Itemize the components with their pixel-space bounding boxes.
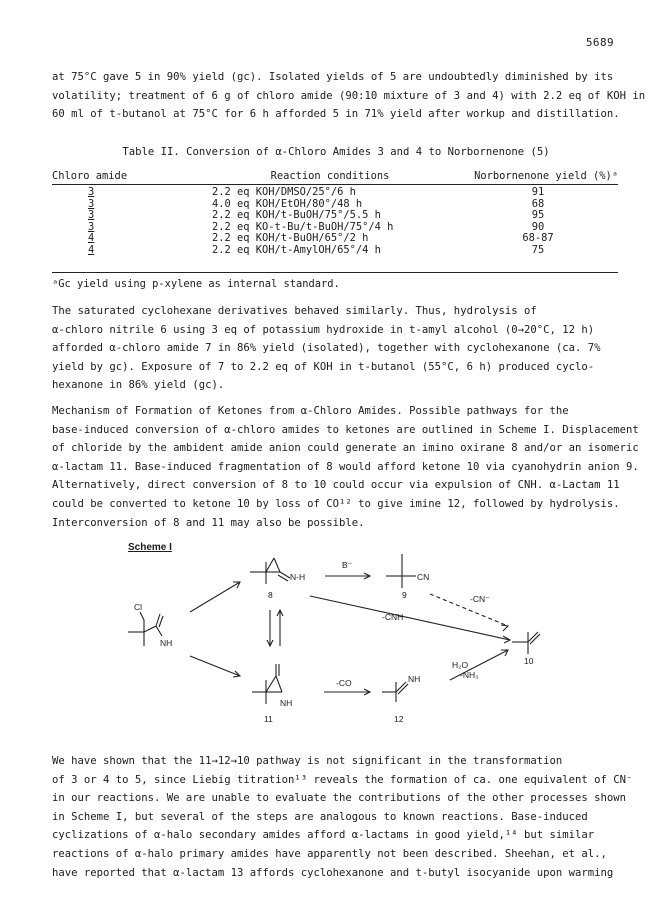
label-base: B⁻: [342, 560, 353, 570]
imino-oxirane-structure: [250, 558, 290, 584]
table-cell-yield: 68-87: [522, 232, 554, 245]
label-h2o: H₂O: [452, 660, 469, 670]
text-line: in Scheme I, but several of the steps are analogous to known reactions. Base-induced: [52, 810, 588, 823]
text-line: Mechanism of Formation of Ketones from α-Chloro Amides. Possible pathways for the: [52, 405, 569, 417]
table-cell-amide: 3: [88, 220, 95, 233]
label-minus-nh3: -NH₃: [460, 670, 479, 680]
table-cell-conditions: 2.2 eq KOH/t-BuOH/75°/5.5 h: [212, 209, 381, 222]
table-cell-amide: 3: [88, 186, 95, 198]
table-cell-yield: 90: [531, 220, 545, 233]
text-line: of 3 or 4 to 5, since Liebig titration¹³ reveals the formation of ca. one equivalent of CN⁻: [52, 773, 633, 786]
table-cell-yield: 75: [531, 243, 545, 256]
label-minus-cnh: -CNH: [382, 612, 404, 622]
table-cell-amide: 4: [88, 243, 95, 256]
table-cell-amide: 3: [88, 209, 95, 222]
table-cell-yield: 95: [531, 209, 545, 222]
text-line: have reported that α-lactam 13 affords cyclohexanone and t-butyl isocyanide upon warming: [52, 866, 614, 879]
label-nh-8: N-H: [290, 572, 306, 582]
table-row: [52, 245, 618, 257]
label-cl: Cl: [134, 602, 143, 612]
alpha-lactam-structure: [252, 664, 282, 704]
label-compound-12: 12: [394, 714, 404, 724]
column-header-chloro-amide: Chloro amide: [52, 170, 128, 182]
text-line: α-chloro nitrile 6 using 3 eq of potassium hydroxide in t-amyl alcohol (0→20°C, 12 h): [52, 323, 595, 336]
cyanohydrin-anion-structure: [386, 554, 416, 588]
scheme-title: Scheme I: [128, 542, 172, 553]
text-line: of chloride by the ambident amide anion could generate an imino oxirane 8 and/or an isomeric: [52, 442, 639, 455]
text-line: 60 ml of t-butanol at 75°C for 6 h afforded 5 in 71% yield after workup and distillation.: [52, 108, 620, 121]
paragraph-mechanism: [52, 402, 639, 532]
text-line: could be converted to ketone 10 by loss of CO¹² to give imine 12, followed by hydrolysis.: [52, 497, 620, 510]
chloro-amide-structure: [128, 612, 163, 646]
text-line: in our reactions. We are unable to evaluate the contributions of the other processes shown: [52, 792, 627, 805]
table-cell-conditions: 2.2 eq KO-t-Bu/t-BuOH/75°/4 h: [212, 220, 394, 233]
paragraph-cyclohexane: [52, 302, 624, 395]
text-line: The saturated cyclohexane derivatives behaved similarly. Thus, hydrolysis of: [52, 305, 537, 317]
paragraph-discussion: [52, 752, 633, 882]
table-cell-amide: 4: [88, 232, 95, 245]
page-number: 5689: [585, 36, 614, 49]
label-nh-11: NH: [280, 698, 293, 708]
table-row: [52, 187, 618, 199]
text-line: cyclizations of α-halo secondary amides afford α-lactams in good yield,¹⁴ but similar: [52, 829, 595, 842]
text-line: afforded α-chloro amide 7 in 86% yield (isolated), together with cyclohexanone (ca. 7%: [52, 342, 601, 355]
column-header-conditions: Reaction conditions: [270, 170, 390, 182]
table-cell-conditions: 4.0 eq KOH/EtOH/80°/48 h: [212, 197, 363, 210]
label-compound-9: 9: [402, 590, 407, 600]
imine-structure: [382, 682, 408, 702]
table-cell-conditions: 2.2 eq KOH/DMSO/25°/6 h: [212, 186, 356, 198]
arrow-to-8: [190, 582, 240, 612]
table-cell-conditions: 2.2 eq KOH/t-BuOH/65°/2 h: [212, 232, 369, 245]
text-line: volatility; treatment of 6 g of chloro amide (90:10 mixture of 3 and 4) with 2.2 eq of KOH in: [52, 89, 646, 102]
label-nh-start: NH: [160, 638, 173, 648]
table-cell-yield: 68: [531, 197, 545, 210]
label-compound-10: 10: [524, 656, 534, 666]
text-line: reactions of α-halo primary amides have apparently not been described. Sheehan, et al.,: [52, 847, 607, 860]
text-line: Interconversion of 8 and 11 may also be possible.: [52, 516, 365, 529]
table-header-row: [52, 170, 618, 185]
data-table: [52, 170, 618, 257]
table-cell-conditions: 2.2 eq KOH/t-AmylOH/65°/4 h: [212, 243, 381, 256]
text-line: We have shown that the 11→12→10 pathway is not significant in the transformation: [52, 755, 563, 767]
table-bottom-rule: [52, 272, 618, 273]
paragraph-intro: [52, 68, 646, 124]
label-compound-8: 8: [268, 590, 273, 600]
text-line: base-induced conversion of α-chloro amides to ketones are outlined in Scheme I. Displacement: [52, 423, 639, 436]
label-minus-co: -CO: [336, 678, 352, 688]
label-compound-11: 11: [264, 714, 273, 724]
label-minus-cn: -CN⁻: [470, 594, 490, 604]
label-cn: CN: [417, 572, 430, 582]
text-line: at 75°C gave 5 in 90% yield (gc). Isolated yields of 5 are undoubtedly diminished by its: [52, 71, 614, 83]
reaction-scheme: [120, 540, 580, 730]
arrow-9-to-10: [430, 594, 508, 626]
arrow-to-11: [190, 656, 240, 676]
table-cell-amide: 3: [88, 197, 95, 210]
table-cell-yield: 91: [531, 186, 545, 198]
label-nh-12: NH: [408, 674, 421, 684]
text-line: α-lactam 11. Base-induced fragmentation of 8 would afford ketone 10 via cyanohydrin anion 9.: [52, 460, 639, 473]
text-line: yield by gc). Exposure of 7 to 2.2 eq of KOH in t-butanol (55°C, 6 h) produced cyclo-: [52, 360, 595, 373]
ketone-structure: [512, 632, 540, 654]
table-footnote: ᵃGc yield using p-xylene as internal standard.: [52, 278, 340, 290]
table-title: Table II. Conversion of α-Chloro Amides 3 and 4 to Norbornenone (5): [122, 146, 550, 158]
text-line: Alternatively, direct conversion of 8 to 10 could occur via expulsion of CNH. α-Lactam 11: [52, 479, 620, 492]
text-line: hexanone in 86% yield (gc).: [52, 379, 225, 392]
column-header-yield: Norbornenone yield (%)ᵃ: [474, 170, 618, 182]
